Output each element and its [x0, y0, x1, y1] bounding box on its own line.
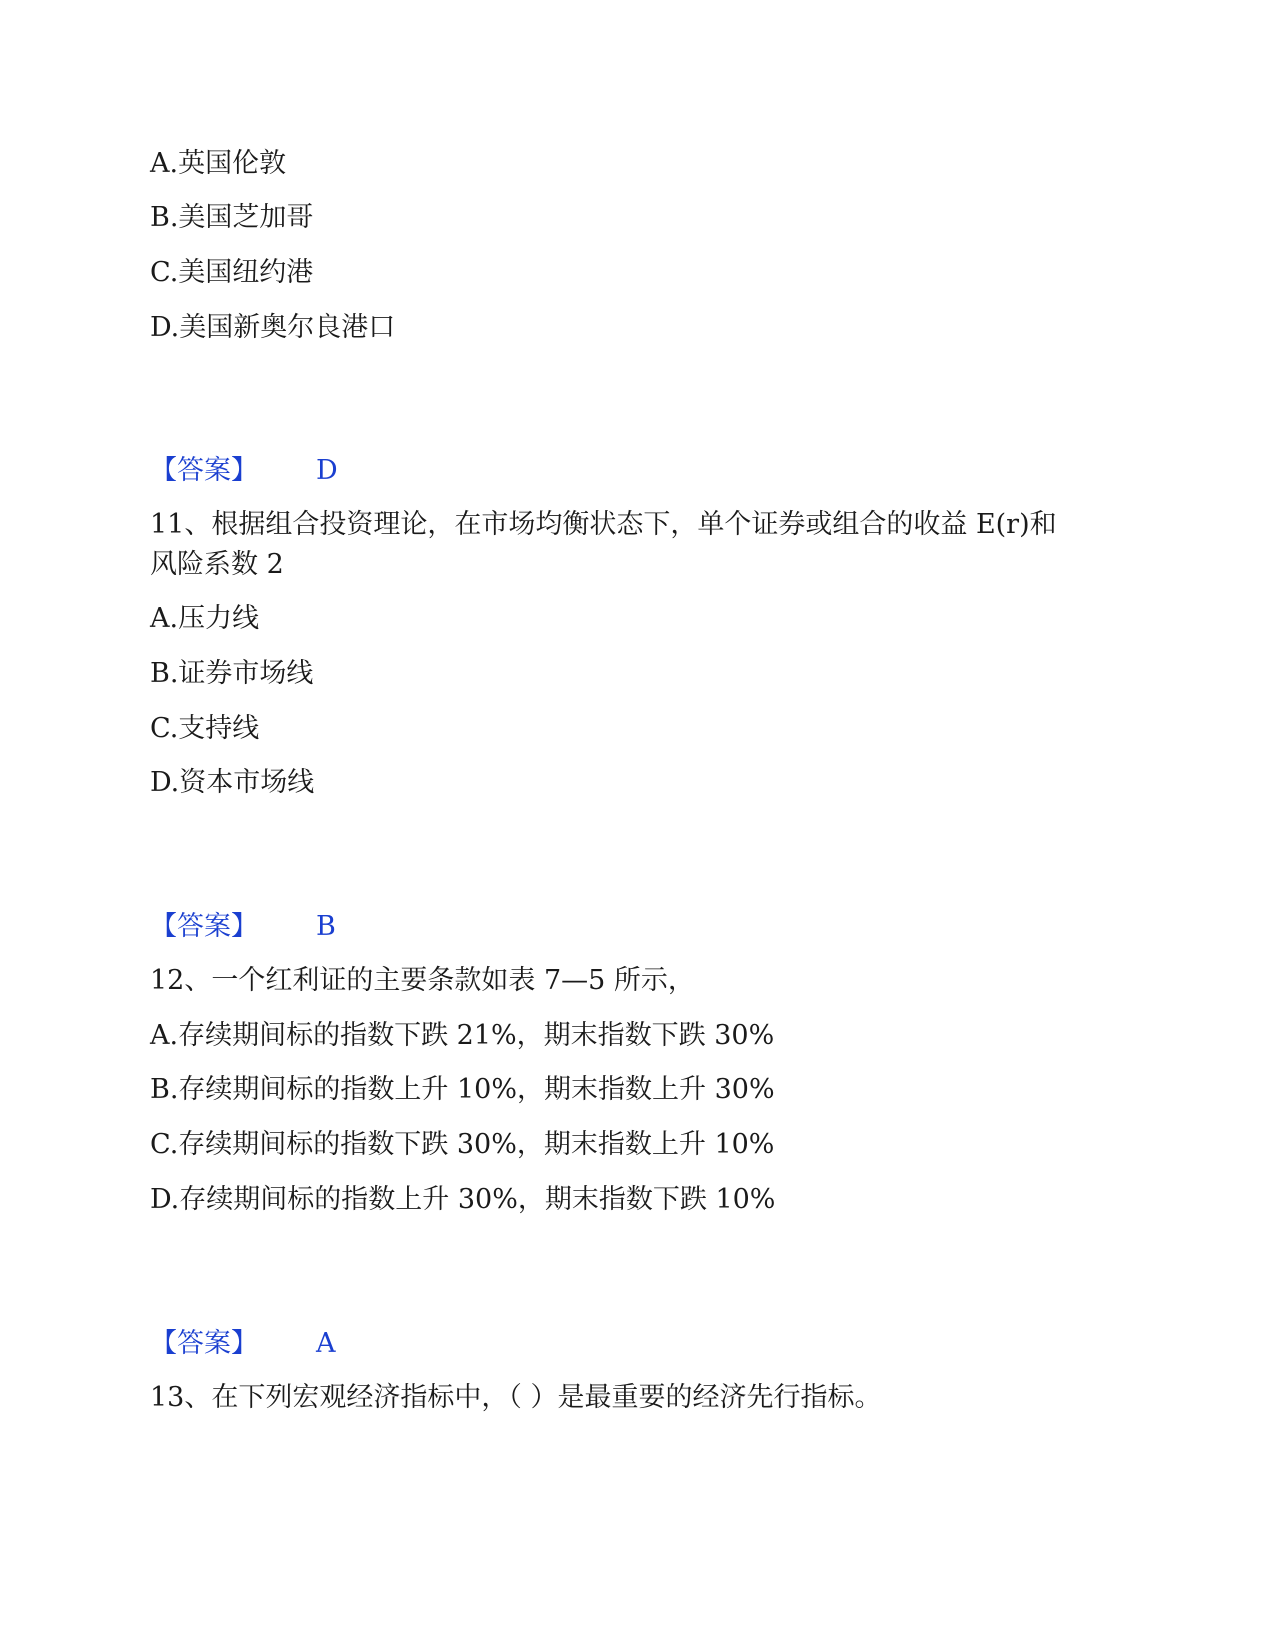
q12-option-b: B.存续期间标的指数上升 10%，期末指数上升 30%: [150, 1074, 775, 1105]
q11-answer-value: B: [316, 911, 336, 942]
question-11-line-1: 11、根据组合投资理论，在市场均衡状态下，单个证券或组合的收益 E(r)和: [150, 509, 1057, 540]
option-d: D.美国新奥尔良港口: [150, 312, 396, 343]
answer-row: [150, 453, 338, 489]
q11-option-a: A.压力线: [150, 603, 260, 634]
answer-value: D: [316, 455, 338, 486]
q11-option-c: C.支持线: [150, 713, 260, 744]
q11-option-d: D.资本市场线: [150, 767, 315, 798]
q12-option-d: D.存续期间标的指数上升 30%，期末指数下跌 10%: [150, 1184, 776, 1215]
q12-answer-label: 【答案】: [150, 1328, 258, 1359]
q11-answer-label: 【答案】: [150, 911, 258, 942]
q12-answer-row: [150, 1326, 336, 1362]
question-13: 13、在下列宏观经济指标中，（ ）是最重要的经济先行指标。: [150, 1382, 882, 1413]
q12-option-a: A.存续期间标的指数下跌 21%，期末指数下跌 30%: [150, 1020, 775, 1051]
answer-label: 【答案】: [150, 455, 258, 486]
q12-option-c: C.存续期间标的指数下跌 30%，期末指数上升 10%: [150, 1129, 775, 1160]
q11-option-b: B.证券市场线: [150, 658, 314, 689]
question-11-line-2: 风险系数 2: [150, 549, 284, 580]
option-a: A.英国伦敦: [150, 148, 287, 179]
q11-answer-row: [150, 909, 336, 945]
question-12: 12、一个红利证的主要条款如表 7—5 所示，: [150, 965, 695, 996]
option-c: C.美国纽约港: [150, 257, 314, 288]
q12-answer-value: A: [316, 1328, 336, 1359]
option-b: B.美国芝加哥: [150, 202, 314, 233]
